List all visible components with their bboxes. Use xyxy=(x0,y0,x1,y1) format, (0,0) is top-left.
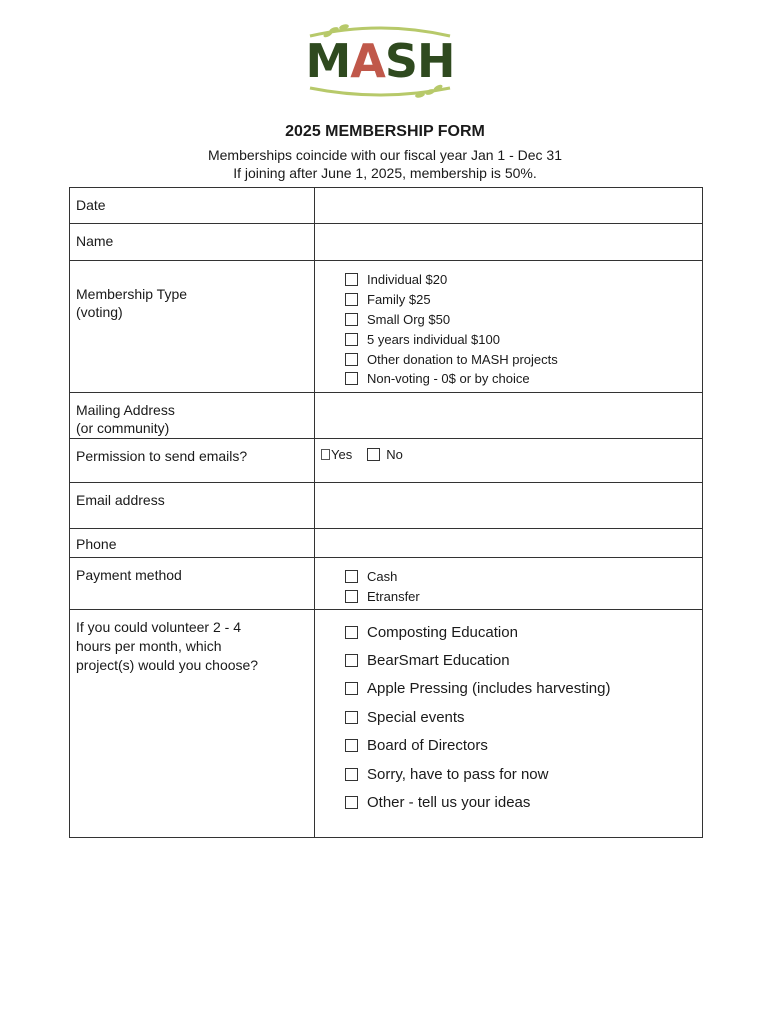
membership-form-table xyxy=(69,187,703,838)
membership-type-label-line2: (voting) xyxy=(76,304,123,320)
checkbox[interactable] xyxy=(345,796,358,809)
volunteer-option-other[interactable] xyxy=(345,788,702,816)
membership-option-5-years[interactable] xyxy=(345,329,702,349)
payment-method-label: Payment method xyxy=(70,558,315,610)
volunteer-option-composting[interactable] xyxy=(345,618,702,646)
no-checkbox[interactable] xyxy=(367,448,380,461)
mailing-address-label xyxy=(70,393,315,439)
row-volunteer xyxy=(70,610,703,838)
option-label: 5 years individual $100 xyxy=(367,331,500,347)
option-label: Other donation to MASH projects xyxy=(367,351,558,367)
row-date xyxy=(70,188,703,224)
option-label: Etransfer xyxy=(367,589,420,605)
checkbox[interactable] xyxy=(345,739,358,752)
form-title: 2025 MEMBERSHIP FORM xyxy=(285,123,485,140)
membership-option-other-donation[interactable] xyxy=(345,349,702,369)
checkbox[interactable] xyxy=(345,626,358,639)
email-permission-label: Permission to send emails? xyxy=(70,439,315,483)
row-mailing-address xyxy=(70,393,703,439)
option-label: Apple Pressing (includes harvesting) xyxy=(367,680,611,698)
logo-letter-a-barn: A xyxy=(350,34,385,88)
checkbox[interactable] xyxy=(345,570,358,583)
email-permission-options xyxy=(315,439,703,483)
membership-type-label xyxy=(70,261,315,393)
option-label: Sorry, have to pass for now xyxy=(367,765,549,783)
checkbox[interactable] xyxy=(345,711,358,724)
checkbox[interactable] xyxy=(345,372,358,385)
membership-option-small-org[interactable] xyxy=(345,310,702,330)
checkbox[interactable] xyxy=(345,654,358,667)
row-membership-type xyxy=(70,261,703,393)
option-label: Family $25 xyxy=(367,292,431,308)
option-label: Small Org $50 xyxy=(367,311,451,327)
email-address-label: Email address xyxy=(70,483,315,529)
checkbox[interactable] xyxy=(345,682,358,695)
option-label: Non-voting - 0$ or by choice xyxy=(367,371,530,387)
mailing-address-label-line2: (or community) xyxy=(76,420,170,436)
date-label: Date xyxy=(70,188,315,224)
volunteer-options xyxy=(315,610,703,838)
row-email-address xyxy=(70,483,703,529)
checkbox[interactable] xyxy=(345,293,358,306)
logo-letters-sh: SH xyxy=(384,34,455,88)
row-phone xyxy=(70,529,703,558)
email-address-field[interactable] xyxy=(315,483,703,529)
volunteer-option-apple-pressing[interactable] xyxy=(345,675,702,703)
volunteer-option-board[interactable] xyxy=(345,732,702,760)
checkbox[interactable] xyxy=(345,353,358,366)
volunteer-option-bearsmart[interactable] xyxy=(345,646,702,674)
option-label: Cash xyxy=(367,569,398,585)
membership-option-non-voting[interactable] xyxy=(345,369,702,389)
volunteer-label-line1: If you could volunteer 2 - 4 xyxy=(76,619,241,635)
membership-option-family[interactable] xyxy=(345,290,702,310)
checkbox[interactable] xyxy=(345,273,358,286)
phone-field[interactable] xyxy=(315,529,703,558)
membership-type-label-line1: Membership Type xyxy=(76,286,188,302)
row-email-permission xyxy=(70,439,703,483)
subtitle-fiscal-year: Memberships coincide with our fiscal year Jan 1 - Dec 31 xyxy=(207,147,563,163)
phone-label: Phone xyxy=(70,529,315,558)
checkbox[interactable] xyxy=(345,333,358,346)
yes-checkbox[interactable] xyxy=(321,449,330,460)
no-label: No xyxy=(386,447,403,462)
name-label: Name xyxy=(70,224,315,261)
mailing-address-field[interactable] xyxy=(315,393,703,439)
volunteer-label xyxy=(70,610,315,838)
row-payment-method xyxy=(70,558,703,610)
payment-option-cash[interactable] xyxy=(345,567,702,587)
checkbox[interactable] xyxy=(345,313,358,326)
volunteer-option-pass[interactable] xyxy=(345,760,702,788)
option-label: BearSmart Education xyxy=(367,652,510,670)
yes-label: Yes xyxy=(331,447,353,462)
payment-method-options xyxy=(315,558,703,610)
option-label: Composting Education xyxy=(367,623,518,641)
option-label: Individual $20 xyxy=(367,272,448,288)
name-field[interactable] xyxy=(315,224,703,261)
payment-option-etransfer[interactable] xyxy=(345,587,702,607)
option-label: Board of Directors xyxy=(367,737,488,755)
logo-letter-m: M xyxy=(305,34,351,88)
mailing-address-label-line1: Mailing Address xyxy=(76,402,175,418)
membership-option-individual[interactable] xyxy=(345,270,702,290)
volunteer-option-special-events[interactable] xyxy=(345,703,702,731)
option-label: Other - tell us your ideas xyxy=(367,794,531,812)
volunteer-label-line2: hours per month, which xyxy=(76,638,222,654)
subtitle-half-price: If joining after June 1, 2025, membership is 50%. xyxy=(233,165,537,181)
mash-logo xyxy=(300,22,460,100)
logo-wordmark xyxy=(300,33,460,89)
option-label: Special events xyxy=(367,708,465,726)
row-name xyxy=(70,224,703,261)
date-field[interactable] xyxy=(315,188,703,224)
membership-type-options xyxy=(315,261,703,393)
volunteer-label-line3: project(s) would you choose? xyxy=(76,657,259,673)
checkbox[interactable] xyxy=(345,768,358,781)
checkbox[interactable] xyxy=(345,590,358,603)
